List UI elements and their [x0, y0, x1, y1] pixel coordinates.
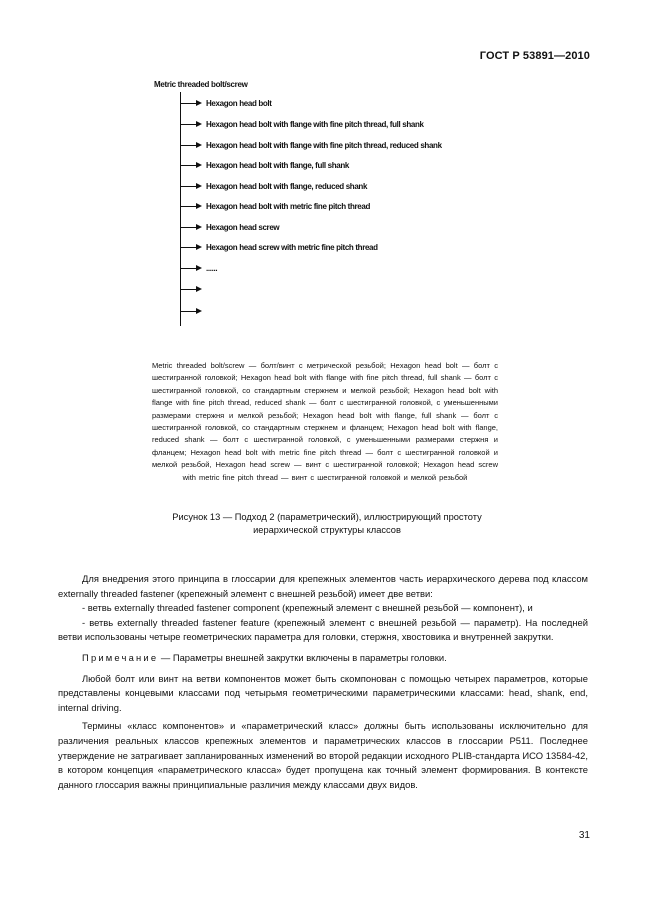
branch-label: Hexagon head screw [206, 222, 280, 232]
arrow-right-icon [196, 100, 202, 106]
body-text [58, 572, 588, 792]
tree-root-label: Metric threaded bolt/screw [154, 80, 248, 89]
arrow-right-icon [196, 121, 202, 127]
page-number: 31 [578, 830, 590, 841]
paragraph: - ветвь externally threaded fastener feature (крепежный элемент с внешней резьбой — параметр). На последней ветви использованы четыре геометрических параметра для головки, стержня, хвостовика и внутренней закрутки. [58, 616, 588, 643]
branch-label: Hexagon head bolt with flange, full shank [206, 160, 349, 170]
paragraph: Для внедрения этого принципа в глоссарии для крепежных элементов часть иерархического дерева под классом externally threaded fastener (крепежный элемент с внешней резьбой) имеет две ветви: [58, 573, 588, 599]
note-text: — Параметры внешней закрутки включены в параметры головки. [158, 651, 447, 663]
tree-branch [180, 160, 349, 170]
tree-branch [180, 119, 424, 129]
tree-branch [180, 306, 206, 316]
paragraph: Любой болт или винт на ветви компонентов может быть скомпонован с помощью четырех параметров, которые представлены концевыми классами под четырьмя геометрическими параметрическими классами: head, shank, end, internal driving. [58, 672, 588, 713]
figure-legend: Metric threaded bolt/screw — болт/винт с метрической резьбой; Hexagon head bolt — болт с шестигранной головкой; Hexagon head bolt with flange with fine pitch thread, full shank — болт с шестигранной головкой, со стандартным стержнем и мелкой резьбой; Hexagon head bolt with flange with fine pitch thread, reduced shank — болт с шестигранной головкой, с уменьшенными размерами стержня и мелкой резьбой; Hexagon head bolt with flange, full shank — болт с шестигранной головкой, со стандартным стержнем и фланцем; Hexagon head bolt with flange, reduced shank — болт с шестигранной головкой, с уменьшенными размерами стержня и фланцем; Hexagon head bolt with metric fine pitch thread — болт с шестигранной головкой и мелкой резьбой, Hexagon head screw — винт с шестигранной головкой; Hexagon head screw with metric fine pitch thread — винт с шестигранной головкой и мелкой резьбой [152, 361, 498, 482]
arrow-right-icon [196, 286, 202, 292]
tree-branch [180, 284, 206, 294]
arrow-right-icon [196, 183, 202, 189]
document-header: ГОСТ Р 53891—2010 [479, 50, 590, 62]
note-label: Примечание [82, 651, 159, 663]
branch-label: Hexagon head bolt with metric fine pitch thread [206, 201, 371, 211]
branch-label: ...... [206, 263, 218, 273]
paragraph: Термины «класс компонентов» и «параметрический класс» должны быть использованы исключительно для различения реальных классов крепежных элементов и параметрических классов в глоссарии P511. Последнее утверждение не затрагивает запланированных изменений во второй редакции исходного PLIB-стандарта ИСО 13584-42, в котором концепция «параметрического класса» будет пропущена как точный элемент формирования. В контексте данного глоссария важны принципиальные различия между классами двух видов. [58, 720, 588, 790]
arrow-right-icon [196, 265, 202, 271]
branch-label: Hexagon head bolt with flange with fine pitch thread, reduced shank [206, 140, 442, 150]
note [58, 651, 588, 666]
tree-branch [180, 201, 370, 211]
branch-label: Hexagon head bolt with flange, reduced shank [206, 181, 368, 191]
figure-caption [150, 511, 504, 536]
tree-branch [180, 140, 442, 150]
tree-branch [180, 242, 378, 252]
arrow-right-icon [196, 142, 202, 148]
arrow-right-icon [196, 162, 202, 168]
figure-caption-line: Рисунок 13 — Подход 2 (параметрический), иллюстрирующий простоту [172, 512, 482, 522]
branch-label: Hexagon head bolt with flange with fine pitch thread, full shank [206, 119, 424, 129]
tree-branch [180, 263, 217, 273]
arrow-right-icon [196, 224, 202, 230]
figure-caption-line: иерархической структуры классов [253, 524, 401, 535]
tree-branch [180, 181, 367, 191]
tree-branch [180, 222, 279, 232]
arrow-right-icon [196, 244, 202, 250]
class-hierarchy-diagram [0, 0, 646, 340]
branch-label: Hexagon head screw with metric fine pitch thread [206, 242, 378, 252]
arrow-right-icon [196, 203, 202, 209]
branch-label: Hexagon head bolt [206, 98, 272, 108]
arrow-right-icon [196, 308, 202, 314]
paragraph: - ветвь externally threaded fastener component (крепежный элемент с внешней резьбой — компонент), и [82, 602, 533, 614]
tree-branch [180, 98, 272, 108]
